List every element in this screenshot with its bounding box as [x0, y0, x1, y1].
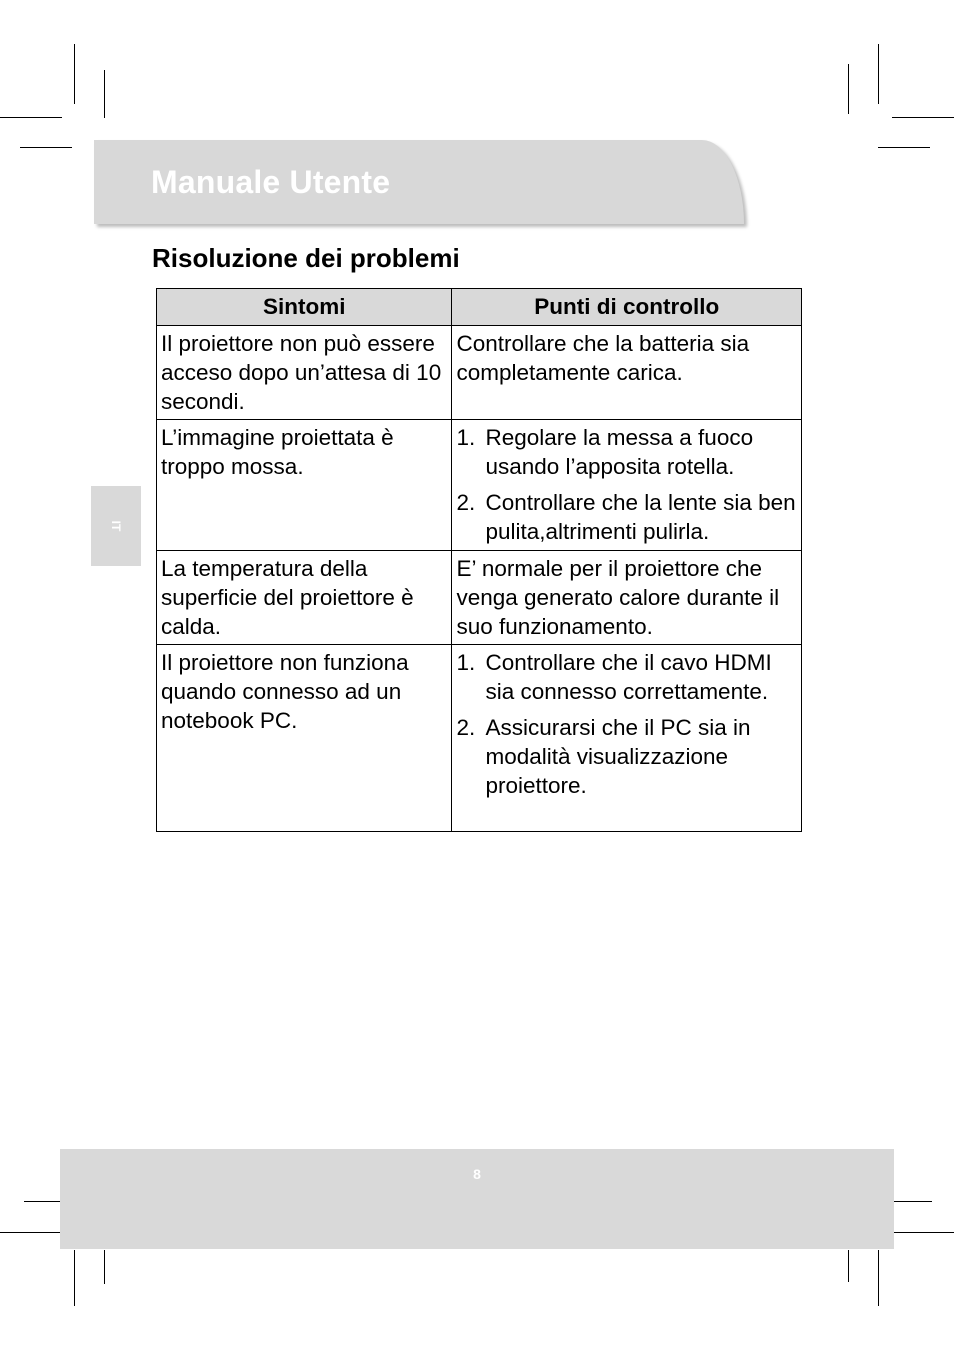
- symptom-cell: Il proiettore non funziona quando connesso ad un notebook PC.: [157, 645, 452, 832]
- step-text: Controllare che la lente sia ben pulita,altrimenti pulirla.: [485, 490, 796, 544]
- crop-mark: [848, 1250, 849, 1282]
- crop-mark: [74, 44, 75, 104]
- step-number: 2.: [456, 715, 476, 740]
- crop-mark: [104, 1250, 105, 1284]
- checkpoint-cell: E’ normale per il proiettore che venga generato calore durante il suo funzionamento.: [452, 551, 802, 645]
- header-checkpoints: Punti di controllo: [452, 289, 802, 326]
- crop-mark: [74, 1250, 75, 1306]
- crop-mark: [894, 1232, 954, 1233]
- step-number: 1.: [456, 425, 476, 450]
- checkpoint-step: [456, 713, 797, 800]
- section-title: Risoluzione dei problemi: [152, 243, 460, 273]
- crop-mark: [878, 147, 930, 148]
- crop-mark: [0, 117, 62, 118]
- checkpoint-step: [456, 648, 797, 706]
- language-tab-label: IT: [109, 520, 123, 532]
- table-row: [157, 551, 802, 645]
- language-tab: [91, 486, 141, 566]
- table-row: [157, 645, 802, 832]
- crop-mark: [892, 117, 954, 118]
- footer-band: [60, 1149, 894, 1249]
- table-row: [157, 420, 802, 551]
- crop-mark: [878, 44, 879, 104]
- checkpoint-step: [456, 423, 797, 481]
- crop-mark: [20, 147, 72, 148]
- checkpoint-cell: [452, 420, 802, 551]
- symptom-cell: La temperatura della superficie del proiettore è calda.: [157, 551, 452, 645]
- step-text: Regolare la messa a fuoco usando l’apposita rotella.: [485, 425, 754, 479]
- crop-mark: [24, 1201, 60, 1202]
- crop-mark: [894, 1201, 932, 1202]
- page-number: 8: [473, 1166, 481, 1182]
- crop-mark: [878, 1250, 879, 1306]
- step-text: Controllare che il cavo HDMI sia connesso correttamente.: [485, 650, 772, 704]
- header-band: [94, 140, 744, 224]
- checkpoint-cell: Controllare che la batteria sia completamente carica.: [452, 326, 802, 420]
- symptom-cell: Il proiettore non può essere acceso dopo un’attesa di 10 secondi.: [157, 326, 452, 420]
- crop-mark: [0, 1232, 60, 1233]
- manual-title: Manuale Utente: [151, 164, 391, 200]
- step-number: 1.: [456, 650, 476, 675]
- crop-mark: [848, 64, 849, 114]
- header-symptoms: Sintomi: [157, 289, 452, 326]
- checkpoint-step: [456, 488, 797, 546]
- crop-mark: [104, 70, 105, 118]
- troubleshooting-table: [156, 288, 802, 832]
- checkpoint-cell: [452, 645, 802, 832]
- step-number: 2.: [456, 490, 476, 515]
- step-text: Assicurarsi che il PC sia in modalità visualizzazione proiettore.: [485, 715, 751, 798]
- table-row: [157, 326, 802, 420]
- table-header-row: [157, 289, 802, 326]
- symptom-cell: L’immagine proiettata è troppo mossa.: [157, 420, 452, 551]
